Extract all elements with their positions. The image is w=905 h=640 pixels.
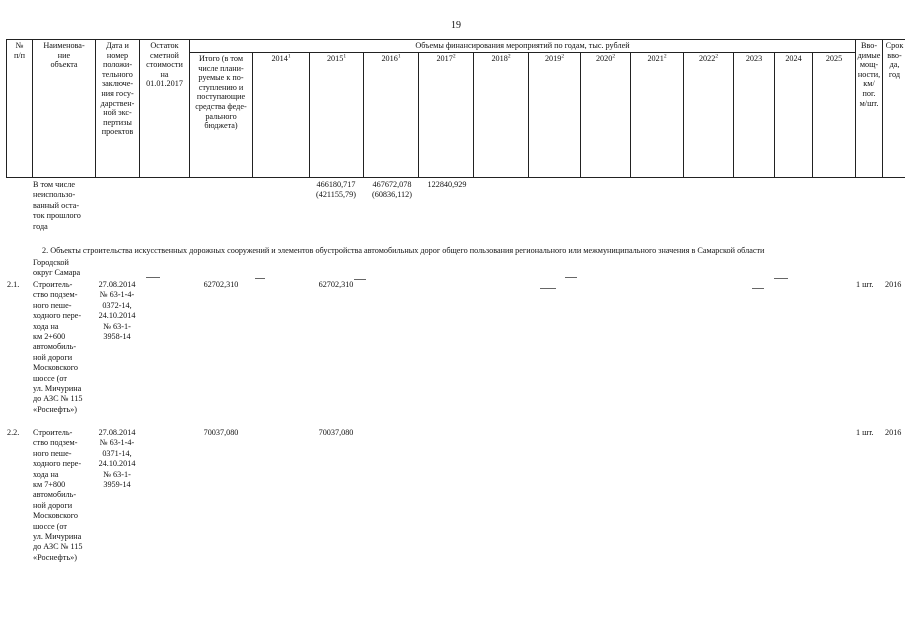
row-number: 2.2. [7, 428, 20, 437]
header-capacity: Вво- димые мощ- ности, км/ пог. м/шт. [857, 41, 881, 108]
header-year-label: 2022 [698, 54, 716, 63]
header-year-label: 2023 [745, 54, 763, 63]
header-name: Наименова- ние объекта [43, 41, 85, 70]
header-year-label: 2025 [825, 54, 843, 63]
header-year-2018 [474, 54, 528, 64]
header-no: № п/п [13, 41, 26, 60]
unused-remainder-label: В том числе неиспользо- ванный оста- ток прошлого года [33, 180, 81, 231]
header-year-2017 [419, 54, 473, 64]
commission-year: 2016 [885, 428, 902, 437]
section-2-district: Городской округ Самара [33, 258, 81, 278]
capacity: 1 шт. [856, 280, 874, 289]
header-year-label: 2019 [544, 54, 562, 63]
unused-2016-value: 467672,078 (60836,112) [372, 180, 412, 200]
header-year-footnote: 1 [343, 53, 347, 60]
object-name: Строитель- ство подзем- ного пеше- ходного пере- хода на км 2+600 автомобиль- ной дороги Московского шоссе (от ул. Мичурина до АЗС № 115 «Роснефть») [33, 280, 83, 414]
expertise-date: 27.08.2014 № 63-1-4- 0371-14, 24.10.2014 № 63-1- 3959-14 [98, 428, 136, 490]
header-year-label: 2018 [491, 54, 508, 63]
header-year-label: 2021 [647, 54, 664, 63]
value-2015: 70037,080 [318, 428, 354, 437]
header-year-label: 2020 [595, 54, 613, 63]
section-2-title: 2. Объекты строительства искусственных дорожных сооружений и элементов обустройства автомобильных дорог общего пользования регионального или межмуниципального значения в Самарской области [42, 246, 765, 255]
unused-2017-value: 122840,929 [427, 180, 467, 189]
header-year-footnote: 2 [715, 53, 719, 60]
header-date-number: Дата и номер положи- тельного заключе- ния госу- дарствен- ной экс- пертизы проектов [100, 41, 135, 137]
scan-speck [752, 288, 764, 289]
header-year-footnote: 2 [561, 53, 565, 60]
header-year-label: 2024 [785, 54, 802, 63]
header-year-2021 [631, 54, 683, 64]
header-year-2014 [253, 54, 309, 64]
object-name: Строитель- ство подзем- ного пеше- ходного пере- хода на км 7+800 автомобиль- ной дороги Московского шоссе (от ул. Мичурина до АЗС № 115 «Роснефть») [33, 428, 83, 562]
total-value: 62702,310 [203, 280, 239, 289]
scan-speck [774, 278, 788, 279]
header-year-label: 2016 [381, 54, 398, 63]
scan-speck [565, 277, 577, 278]
header-term: Срок вво- да, год [885, 41, 904, 79]
capacity: 1 шт. [856, 428, 874, 437]
row-number: 2.1. [7, 280, 20, 289]
header-year-2019 [529, 54, 580, 64]
scan-speck [354, 279, 366, 280]
header-total: Итого (в том числе плани- руемые к по- ступлению и поступающие средства феде- рального бюджета) [195, 54, 247, 131]
header-year-2016 [364, 54, 418, 64]
expertise-date: 27.08.2014 № 63-1-4- 0372-14, 24.10.2014 № 63-1- 3958-14 [98, 280, 136, 342]
header-year-footnote: 1 [287, 53, 291, 60]
scan-speck [146, 277, 160, 278]
total-value: 70037,080 [203, 428, 239, 437]
header-year-label: 2015 [326, 54, 344, 63]
header-year-2022 [684, 54, 733, 64]
header-year-2020 [581, 54, 630, 64]
header-year-2015 [310, 54, 363, 64]
header-year-footnote: 1 [397, 53, 401, 60]
header-year-footnote: 2 [612, 53, 616, 60]
unused-2015-value: 466180,717 (421155,79) [316, 180, 356, 200]
page-number: 19 [451, 20, 461, 31]
scan-speck [540, 288, 556, 289]
table-header [6, 39, 905, 178]
header-remainder: Остаток сметной стоимости на 01.01.2017 [146, 41, 183, 89]
header-year-footnote: 2 [507, 53, 511, 60]
value-2015: 62702,310 [318, 280, 354, 289]
header-year-2025 [813, 54, 855, 64]
header-year-2023 [734, 54, 774, 64]
commission-year: 2016 [885, 280, 902, 289]
header-year-label: 2014 [271, 54, 288, 63]
header-funding-title: Объемы финансирования мероприятий по годам, тыс. рублей [415, 41, 630, 50]
header-year-label: 2017 [436, 54, 453, 63]
header-year-footnote: 2 [452, 53, 456, 60]
header-year-footnote: 2 [663, 53, 667, 60]
header-year-2024 [775, 54, 812, 64]
scan-speck [255, 278, 265, 279]
